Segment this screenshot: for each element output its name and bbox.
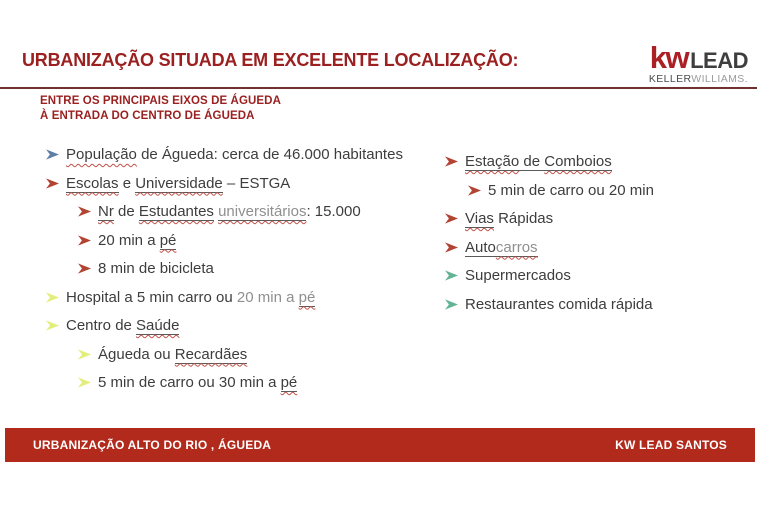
bullet-text [98,202,361,221]
bullet-item [445,295,745,314]
bullet-text [98,259,214,278]
bullet-text [465,295,653,314]
bullet-item [468,181,745,200]
text-segment: Supermercados [465,267,571,284]
logo-williams-text: WILLIAMS. [691,73,748,85]
bullet-text [465,152,612,171]
text-segment: Saúde [136,317,180,334]
text-segment: de Águeda: cerca de 46.000 habitantes [136,146,403,163]
bullet-item [46,316,446,335]
logo-kw-text: kw [649,40,689,75]
text-segment: Rápidas [493,210,554,227]
slide-subtitle [40,94,281,124]
footer-right-text: KW LEAD SANTOS [615,438,727,452]
kw-lead-logo [649,42,748,85]
bullet-text [98,345,247,364]
bullet-text [66,145,403,164]
bullet-item [78,259,446,278]
bullet-text [488,181,654,200]
text-segment: Recardães [174,345,248,363]
logo-wordmark [649,42,748,73]
text-segment: e [118,174,136,192]
text-segment: de [113,203,139,220]
arrow-bullet-icon [78,235,91,246]
text-segment: Universidade [135,174,223,192]
text-segment: Vias [465,210,494,227]
arrow-bullet-icon [445,242,458,253]
text-segment: Estudantes [138,203,214,220]
bullet-text [66,174,290,193]
arrow-bullet-icon [445,156,458,167]
bullet-text [66,316,179,335]
text-segment: Estação [465,153,520,170]
bullet-text [465,209,553,228]
text-segment: 20 min a [236,288,299,306]
text-segment: 8 min de bicicleta [98,260,214,277]
logo-keller-text: KELLER [648,73,692,85]
logo-kellerwilliams-text [649,74,748,85]
subtitle-line-2: À ENTRADA DO CENTRO DE ÁGUEDA [40,110,255,122]
bullet-text [66,288,315,307]
arrow-bullet-icon [46,292,59,303]
arrow-bullet-icon [78,206,91,217]
bullet-text [465,238,538,257]
title-divider [0,87,757,89]
arrow-bullet-icon [46,320,59,331]
arrow-bullet-icon [78,377,91,388]
text-segment: pé [298,288,316,306]
text-segment: Restaurantes comida rápida [465,295,653,313]
text-segment: Comboios [544,153,612,170]
text-segment: pé [280,374,298,391]
bullet-item [46,288,446,307]
bullet-item [445,238,745,257]
text-segment: 20 min a [98,231,160,249]
bullet-item [445,266,745,285]
bullet-text [465,266,571,285]
bullet-item [78,231,446,250]
arrow-bullet-icon [468,185,481,196]
text-segment: de [519,153,545,170]
left-column-list [46,145,446,402]
arrow-bullet-icon [445,270,458,281]
page-title: URBANIZAÇÃO SITUADA EM EXCELENTE LOCALIZAÇÃO: [22,50,519,70]
bullet-item [445,209,745,228]
arrow-bullet-icon [46,149,59,160]
text-segment: – ESTGA [222,174,291,192]
arrow-bullet-icon [445,213,458,224]
text-segment: universitários [218,203,307,220]
right-column-list [445,152,745,323]
logo-lead-text: LEAD [690,48,748,73]
text-segment: Auto [465,238,496,256]
text-segment: 5 min de carro ou 30 min a [98,374,281,391]
arrow-bullet-icon [78,263,91,274]
text-segment: Hospital a 5 min carro ou [66,288,237,306]
bullet-text [98,373,297,392]
text-segment: Águeda ou [98,345,175,363]
footer-bar [5,428,755,462]
text-segment: 5 min de carro ou 20 min [488,181,654,199]
bullet-item [78,345,446,364]
text-segment: População [66,146,137,163]
text-segment: Nr [98,203,114,220]
bullet-item [46,174,446,193]
subtitle-line-1: ENTRE OS PRINCIPAIS EIXOS DE ÁGUEDA [40,95,281,107]
bullet-item [78,202,446,221]
text-segment: : 15.000 [306,203,361,220]
text-segment: carros [495,238,538,256]
text-segment: pé [159,231,177,249]
bullet-item [78,373,446,392]
bullet-item [46,145,446,164]
bullet-text [98,231,176,250]
arrow-bullet-icon [445,299,458,310]
text-segment: Escolas [66,174,119,192]
arrow-bullet-icon [46,178,59,189]
text-segment: Centro de [66,317,137,334]
bullet-item [445,152,745,171]
footer-left-text: URBANIZAÇÃO ALTO DO RIO , ÁGUEDA [33,438,272,452]
arrow-bullet-icon [78,349,91,360]
